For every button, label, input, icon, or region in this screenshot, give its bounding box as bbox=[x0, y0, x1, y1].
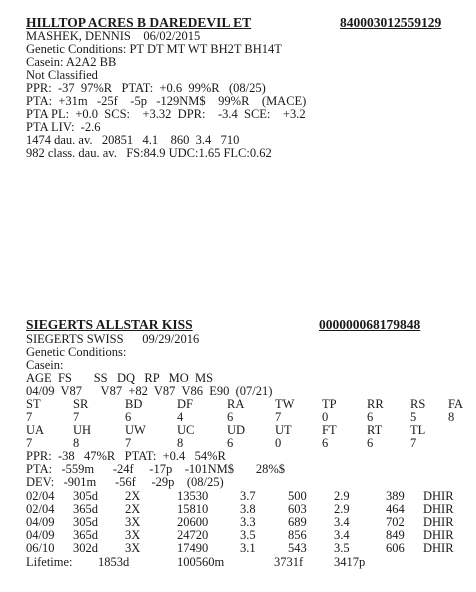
test-type: DHIR bbox=[423, 528, 454, 542]
trait-header: FT bbox=[322, 423, 337, 437]
fat: 500 bbox=[288, 489, 307, 503]
milkings: 3X bbox=[125, 515, 141, 529]
owner-line: MASHEK, DENNIS 06/02/2015 bbox=[26, 29, 201, 43]
lifetime-days: 1853d bbox=[98, 555, 130, 569]
trait-value: 7 bbox=[73, 410, 80, 424]
daughter-average: 1474 dau. av. 20851 4.1 860 3.4 710 bbox=[26, 133, 240, 147]
milkings: 2X bbox=[125, 489, 141, 503]
milkings: 2X bbox=[125, 502, 141, 516]
ppr-line: PPR: -37 97%R PTAT: +0.6 99%R (08/25) bbox=[26, 81, 266, 95]
genetic-conditions: Genetic Conditions: bbox=[26, 345, 127, 359]
lifetime-protein: 3417p bbox=[334, 555, 366, 569]
trait-header: UA bbox=[26, 423, 45, 437]
protein: 849 bbox=[386, 528, 405, 542]
milk: 15810 bbox=[177, 502, 209, 516]
trait-header: UC bbox=[177, 423, 195, 437]
fat-pct: 3.1 bbox=[240, 541, 256, 555]
trait-value: 0 bbox=[322, 410, 329, 424]
fat-pct: 3.7 bbox=[240, 489, 256, 503]
test-type: DHIR bbox=[423, 541, 454, 555]
trait-header: UH bbox=[73, 423, 92, 437]
lactation-days: 305d bbox=[73, 515, 98, 529]
age-row: 04/09 V87 V87 +82 V87 V86 E90 (07/21) bbox=[26, 384, 273, 398]
casein: Casein: bbox=[26, 358, 64, 372]
lactation-days: 365d bbox=[73, 528, 98, 542]
genetic-conditions: Genetic Conditions: PT DT MT WT BH2T BH14T bbox=[26, 42, 282, 56]
test-type: DHIR bbox=[423, 502, 454, 516]
trait-value: 6 bbox=[367, 436, 374, 450]
test-type: DHIR bbox=[423, 515, 454, 529]
trait-value: 6 bbox=[125, 410, 132, 424]
milkings: 3X bbox=[125, 528, 141, 542]
protein-pct: 3.4 bbox=[334, 528, 350, 542]
trait-value: 6 bbox=[322, 436, 329, 450]
protein-pct: 3.5 bbox=[334, 541, 350, 555]
fat: 689 bbox=[288, 515, 307, 529]
trait-header: UT bbox=[275, 423, 292, 437]
trait-header: FA bbox=[448, 397, 464, 411]
protein: 389 bbox=[386, 489, 405, 503]
trait-value: 7 bbox=[26, 410, 33, 424]
protein-pct: 2.9 bbox=[334, 502, 350, 516]
trait-value: 8 bbox=[73, 436, 80, 450]
casein: Casein: A2A2 BB bbox=[26, 55, 117, 69]
trait-value: 7 bbox=[275, 410, 282, 424]
ppr-line: PPR: -38 47%R PTAT: +0.4 54%R bbox=[26, 449, 226, 463]
trait-header: BD bbox=[125, 397, 143, 411]
lactation-date: 04/09 bbox=[26, 528, 55, 542]
trait-header: SR bbox=[73, 397, 89, 411]
pta-line: PTA: +31m -25f -5p -129NM$ 99%R (MACE) bbox=[26, 94, 307, 108]
age-header: AGE FS SS DQ RP MO MS bbox=[26, 371, 214, 385]
classification: Not Classified bbox=[26, 68, 98, 82]
trait-value: 8 bbox=[177, 436, 184, 450]
pta-pl-line: PTA PL: +0.0 SCS: +3.32 DPR: -3.4 SCE: +3.2 bbox=[26, 107, 306, 121]
fat: 543 bbox=[288, 541, 307, 555]
trait-value: 6 bbox=[227, 410, 234, 424]
trait-value: 5 bbox=[410, 410, 417, 424]
lactation-date: 04/09 bbox=[26, 515, 55, 529]
animal-name: HILLTOP ACRES B DAREDEVIL ET bbox=[26, 15, 252, 30]
trait-header: UW bbox=[125, 423, 146, 437]
protein-pct: 2.9 bbox=[334, 489, 350, 503]
trait-value: 7 bbox=[410, 436, 417, 450]
lifetime-label: Lifetime: bbox=[26, 555, 73, 569]
trait-header: RS bbox=[410, 397, 426, 411]
protein: 606 bbox=[386, 541, 405, 555]
protein-pct: 3.4 bbox=[334, 515, 350, 529]
trait-header: RR bbox=[367, 397, 384, 411]
protein: 464 bbox=[386, 502, 405, 516]
lactation-date: 06/10 bbox=[26, 541, 55, 555]
trait-header: TW bbox=[275, 397, 295, 411]
dev-line: DEV: -901m -56f -29p (08/25) bbox=[26, 475, 224, 489]
milk: 13530 bbox=[177, 489, 209, 503]
lactation-date: 02/04 bbox=[26, 489, 55, 503]
fat: 856 bbox=[288, 528, 307, 542]
trait-header: RT bbox=[367, 423, 383, 437]
milk: 17490 bbox=[177, 541, 209, 555]
registration-number: 840003012559129 bbox=[340, 15, 442, 30]
trait-header: ST bbox=[26, 397, 41, 411]
pta-liv-line: PTA LIV: -2.6 bbox=[26, 120, 101, 134]
milkings: 3X bbox=[125, 541, 141, 555]
lactation-date: 02/04 bbox=[26, 502, 55, 516]
fat-pct: 3.3 bbox=[240, 515, 256, 529]
milk: 20600 bbox=[177, 515, 209, 529]
trait-header: TP bbox=[322, 397, 337, 411]
owner-line: SIEGERTS SWISS 09/29/2016 bbox=[26, 332, 200, 346]
trait-value: 7 bbox=[26, 436, 33, 450]
lifetime-fat: 3731f bbox=[274, 555, 304, 569]
trait-value: 0 bbox=[275, 436, 282, 450]
milk: 24720 bbox=[177, 528, 209, 542]
registration-number: 000000068179848 bbox=[319, 317, 421, 332]
lactation-days: 302d bbox=[73, 541, 98, 555]
trait-value: 8 bbox=[448, 410, 455, 424]
fat-pct: 3.5 bbox=[240, 528, 256, 542]
trait-value: 4 bbox=[177, 410, 184, 424]
fat-pct: 3.8 bbox=[240, 502, 256, 516]
test-type: DHIR bbox=[423, 489, 454, 503]
lactation-days: 365d bbox=[73, 502, 98, 516]
lifetime-milk: 100560m bbox=[177, 555, 225, 569]
animal-name: SIEGERTS ALLSTAR KISS bbox=[26, 317, 193, 332]
trait-header: RA bbox=[227, 397, 245, 411]
protein: 702 bbox=[386, 515, 405, 529]
trait-value: 6 bbox=[227, 436, 234, 450]
pta-line: PTA: -559m -24f -17p -101NM$ 28%$ bbox=[26, 462, 286, 476]
trait-header: DF bbox=[177, 397, 193, 411]
trait-value: 7 bbox=[125, 436, 132, 450]
trait-header: UD bbox=[227, 423, 246, 437]
trait-header: TL bbox=[410, 423, 426, 437]
lactation-days: 305d bbox=[73, 489, 98, 503]
trait-value: 6 bbox=[367, 410, 374, 424]
classified-daughter-average: 982 class. dau. av. FS:84.9 UDC:1.65 FLC:0.62 bbox=[26, 146, 272, 160]
fat: 603 bbox=[288, 502, 307, 516]
